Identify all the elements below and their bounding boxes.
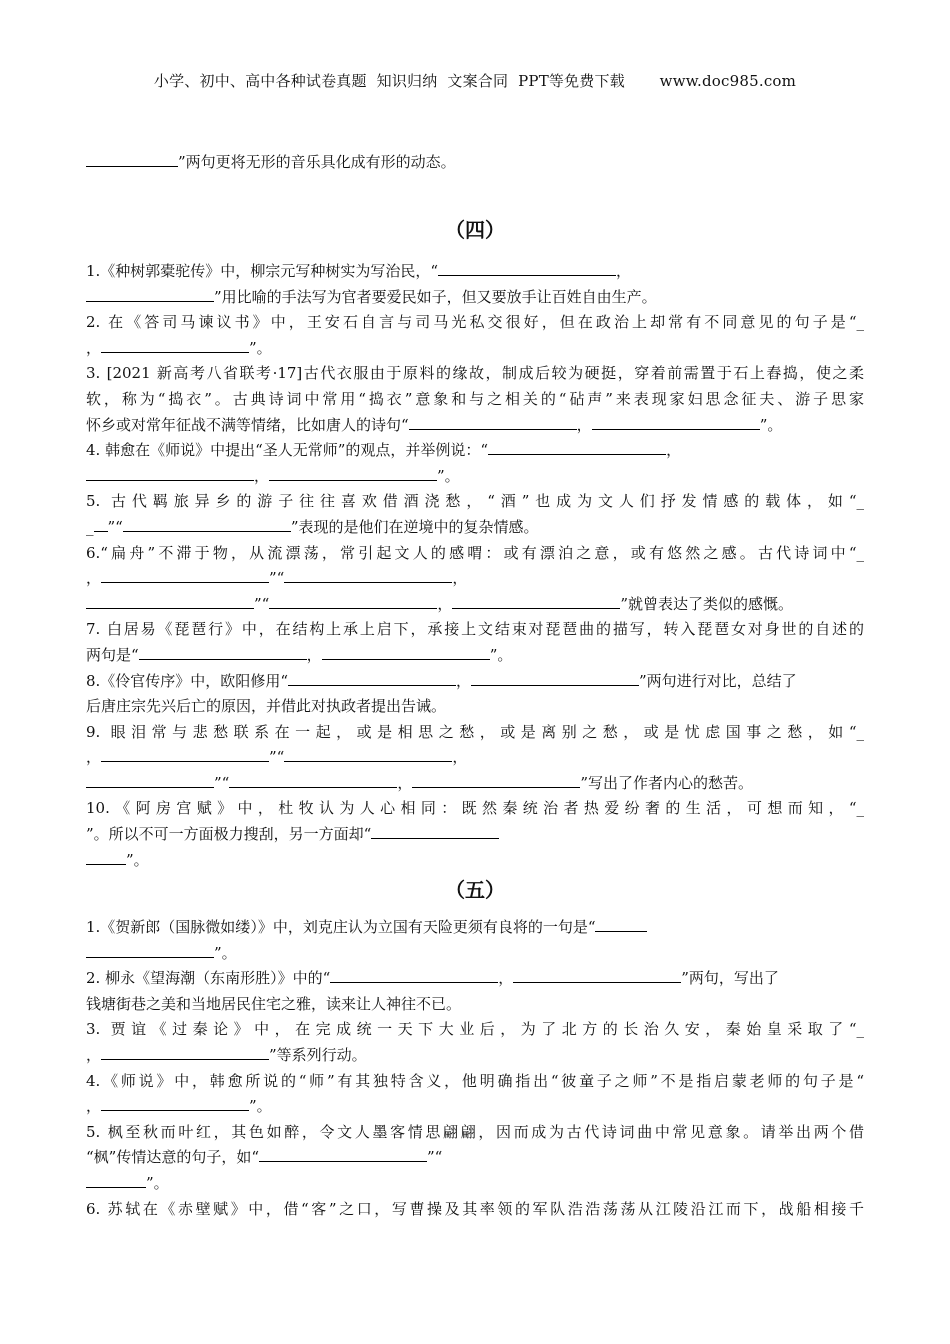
- answer-blank[interactable]: [269, 593, 437, 608]
- question-5-4: 4.《师说》中，韩愈所说的“师”有其独特含义，他明确指出“彼童子之师”不是指启蒙老师的句子是“ ， ”。: [86, 1071, 864, 1116]
- answer-blank[interactable]: [259, 1147, 427, 1162]
- question-4-2: 2. 在《答司马谏议书》中，王安石自言与司马光私交很好，但在政治上却常有不同意见的句子是“_ ， ”。: [86, 313, 864, 357]
- answer-blank[interactable]: [322, 645, 490, 660]
- question-4-1: 1.《种树郭橐驼传》中，柳宗元写种树实为写治民，“ ， ”用比喻的手法写为官者要爱民如子，但又要放手让百姓自由生产。: [86, 262, 657, 306]
- answer-blank[interactable]: [371, 824, 499, 839]
- question-4-3: 3. [2021 新高考八省联考·17]古代衣服由于原料的缘故，制成后较为硬挺，穿着前需置于石上舂捣，使之柔 软，称为“捣衣”。古典诗词中常用“捣衣”意象和与之相关的“砧声”来表现家妇思念征夫、游子思家 怀乡或对常年征战不满等情绪，比如唐人的诗句“ ， ”。: [86, 364, 864, 434]
- answer-blank[interactable]: [86, 1173, 146, 1188]
- answer-blank[interactable]: [101, 1045, 269, 1060]
- section-5: [86, 875, 864, 1222]
- answer-blank[interactable]: [595, 917, 647, 932]
- answer-blank[interactable]: [86, 466, 254, 481]
- answer-blank[interactable]: [409, 414, 577, 429]
- answer-blank[interactable]: [101, 1096, 249, 1111]
- section-5-title: （五）: [445, 878, 505, 902]
- question-4-5: 5. 古代羁旅异乡的游子往往喜欢借酒浇愁，“酒”也成为文人们抒发情感的载体，如“_ _ ”“ ”表现的是他们在逆境中的复杂情感。: [86, 492, 864, 536]
- answer-blank[interactable]: [288, 670, 456, 685]
- answer-blank[interactable]: [513, 968, 681, 983]
- section-4-title: （四）: [445, 218, 505, 242]
- answer-blank[interactable]: [139, 645, 307, 660]
- answer-blank[interactable]: [101, 568, 269, 583]
- question-4-6: 6.“扁舟”不滞于物，从流漂荡，常引起文人的感喟：或有漂泊之意，或有悠然之感。古代诗词中“_ ， ”“ ， ”“ ， ”就曾表达了类似的感慨。: [86, 543, 864, 613]
- question-5-1: 1.《贺新郎（国脉微如缕）》中，刘克庄认为立国有天险更须有良将的一句是“ ”。: [86, 915, 864, 966]
- question-4-7: 7. 白居易《琵琶行》中，在结构上承上启下，承接上文结束对琵琶曲的描写，转入琵琶女对身世的自述的 两句是“ ， ”。: [86, 620, 864, 664]
- question-5-3: 3. 贾谊《过秦论》中，在完成统一天下大业后，为了北方的长治久安，秦始皇采取了“_ ， ”等系列行动。: [86, 1020, 864, 1064]
- answer-blank[interactable]: [438, 261, 616, 276]
- question-4-8: 8.《伶官传序》中，欧阳修用“ ， ”两句进行对比，总结了 后唐庄宗先兴后亡的原因，并借此对执政者提出告诫。: [86, 671, 797, 716]
- question-5-6: 6. 苏轼在《赤壁赋》中，借“客”之口，写曹操及其率领的军队浩浩荡荡从江陵沿江而下，战船相接千: [86, 1199, 864, 1218]
- question-4-9: 9. 眼泪常与悲愁联系在一起，或是相思之愁，或是离别之愁，或是忧虑国事之愁，如“_ ， ”“ ， ”“ ， ”写出了作者内心的愁苦。: [86, 722, 864, 792]
- answer-blank[interactable]: [269, 466, 437, 481]
- question-5-5: 5. 枫至秋而叶红，其色如醉，令文人墨客情思翩翩，因而成为古代诗词曲中常见意象。请举出两个借 “枫”传情达意的句子，如“ ”“ ”。: [86, 1122, 864, 1192]
- answer-blank[interactable]: [488, 440, 666, 455]
- answer-blank[interactable]: [86, 152, 178, 167]
- answer-blank[interactable]: [412, 773, 580, 788]
- answer-blank[interactable]: [284, 747, 452, 762]
- answer-blank[interactable]: [229, 773, 397, 788]
- document-body: [86, 150, 864, 1218]
- answer-blank[interactable]: [592, 414, 760, 429]
- answer-blank[interactable]: [86, 773, 214, 788]
- section-4: [86, 215, 864, 873]
- answer-blank[interactable]: [330, 968, 498, 983]
- answer-blank[interactable]: [471, 670, 639, 685]
- answer-blank[interactable]: [101, 338, 249, 353]
- answer-blank[interactable]: [94, 517, 108, 532]
- answer-blank[interactable]: [284, 568, 452, 583]
- answer-blank[interactable]: [86, 942, 214, 957]
- question-4-10: 10.《阿房宫赋》中，杜牧认为人心相同：既然秦统治者热爱纷奢的生活，可想而知，“_ ”。所以不可一方面极力搜刮，另一方面却“ ”。: [86, 799, 864, 869]
- answer-blank[interactable]: [101, 747, 269, 762]
- answer-blank[interactable]: [123, 517, 291, 532]
- intro-line: ”两句更将无形的音乐具化成有形的动态。: [86, 150, 864, 176]
- answer-blank[interactable]: [86, 593, 254, 608]
- question-5-2: 2. 柳永《望海潮（东南形胜）》中的“ ， ”两句，写出了 钱塘街巷之美和当地居民住宅之雅，读来让人神往不已。: [86, 969, 779, 1013]
- page-header: 小学、初中、高中各种试卷真题 知识归纳 文案合同 PPT等免费下载 www.doc985.com: [153, 72, 797, 90]
- answer-blank[interactable]: [452, 593, 620, 608]
- answer-blank[interactable]: [86, 849, 126, 864]
- answer-blank[interactable]: [86, 286, 214, 301]
- question-4-4: 4. 韩愈在《师说》中提出“圣人无常师”的观点，并举例说：“ ， ， ”。: [86, 441, 682, 485]
